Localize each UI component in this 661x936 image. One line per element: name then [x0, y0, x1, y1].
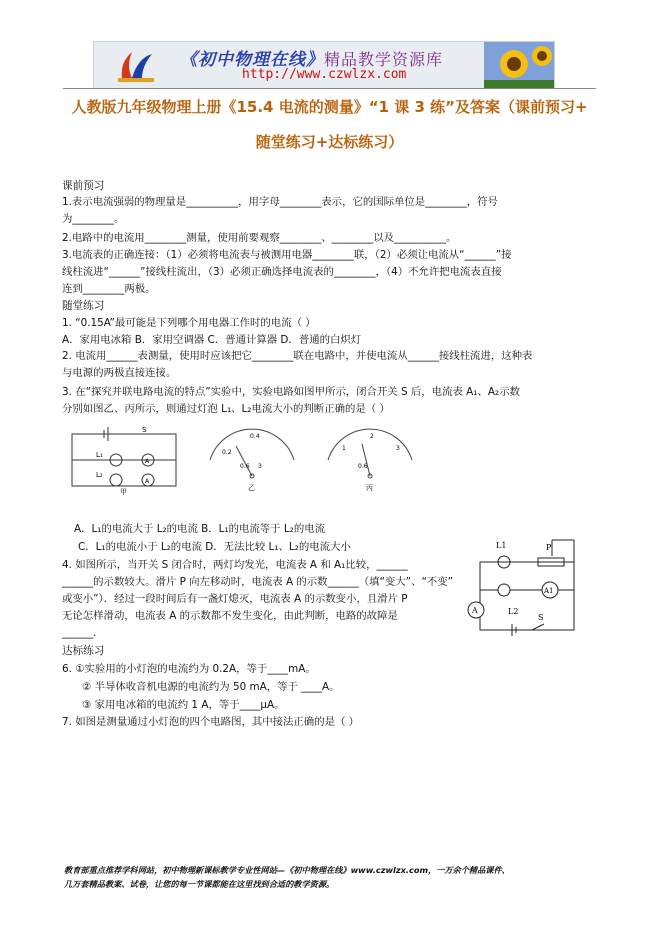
lamp-l2-label: L₂ [96, 471, 103, 479]
preview-line: 连到________两极。 [62, 283, 156, 295]
question-2-line2: 与电源的两极直接连接。 [62, 367, 177, 379]
figure-caption-bing: 丙 [366, 484, 373, 492]
dial-tick: 0.4 [250, 433, 260, 440]
dial-tick: 1 [342, 445, 346, 452]
q4-switch-label: S [538, 613, 544, 622]
q4-slider-label: P [546, 543, 552, 552]
dial-tick: 0.6 [358, 463, 368, 470]
q4-lamp-l2-label: L2 [508, 607, 519, 616]
dial-tick: 0.2 [222, 449, 232, 456]
ammeter-dial-bing [318, 420, 422, 492]
question-3-options-cd: C．L₁的电流小于 L₂的电流 D．无法比较 L₁、L₂的电流大小 [78, 541, 351, 553]
preview-line: 为________。 [62, 213, 125, 225]
question-1-options: A．家用电冰箱 B．家用空调器 C．普通计算器 D．普通的白炽灯 [62, 334, 362, 346]
section-heading-practice: 随堂练习 [62, 300, 105, 312]
question-3-options-ab: A．L₁的电流大于 L₂的电流 B．L₁的电流等于 L₂的电流 [74, 523, 325, 535]
standard-line: ③ 家用电冰箱的电流约 1 A，等于____μA。 [82, 699, 285, 711]
section-heading-standard: 达标练习 [62, 645, 105, 657]
circuit-diagram-q4 [460, 534, 584, 638]
figure-caption-yi: 乙 [248, 484, 255, 492]
banner-title: 《初中物理在线》精品教学资源库 [180, 50, 444, 70]
document-title-line1: 人教版九年级物理上册《15.4 电流的测量》“1 课 3 练”及答案（课前预习+ [71, 98, 588, 116]
question-4-line: 4. 如图所示，当开关 S 闭合时，两灯均发光，电流表 A 和 A₁比较，______ [62, 559, 408, 571]
q4-lamp-l1-label: L1 [496, 541, 507, 550]
question-1: 1. “0.15A”最可能是下列哪个用电器工作时的电流（ ） [62, 317, 316, 329]
standard-line: 7. 如图是测量通过小灯泡的四个电路图，其中接法正确的是（ ） [62, 716, 360, 728]
header-banner [93, 41, 555, 89]
question-3-line2: 分别如图乙、丙所示，则通过灯泡 L₁、L₂电流大小的判断正确的是（ ） [62, 403, 390, 415]
document-title-line2: 随堂练习+达标练习） [255, 133, 404, 151]
dial-tick: 3 [258, 463, 262, 470]
question-4-line: 或变小”）．经过一段时间后有一盏灯熄灭，电流表 A 的示数变小，且滑片 P [62, 593, 408, 605]
preview-line: 1.表示电流强弱的物理量是__________，用字母________表示，它的国际单位是________，符号 [62, 196, 498, 208]
footer-line2: 几万套精品教案、试卷，让您的每一节课都能在这里找到合适的教学资源。 [64, 879, 335, 889]
preview-line: 3.电流表的正确连接：（1）必须将电流表与被测用电器________联，（2）必须让电流从“______”接 [62, 249, 512, 261]
ammeter-label: A [145, 478, 150, 485]
standard-line: 6. ①实验用的小灯泡的电流约为 0.2A，等于____mA。 [62, 663, 316, 675]
q4-ammeter-a1-label: A1 [544, 587, 554, 595]
question-4-line: 无论怎样滑动，电流表 A 的示数都不发生变化，由此判断，电路的故障是 [62, 610, 398, 622]
question-2-line1: 2. 电流用______表测量，使用时应该把它________联在电路中，并使电流从______接线柱流进，这种表 [62, 350, 533, 362]
figure-caption-jia: 甲 [120, 488, 127, 496]
ammeter-dial-yi [200, 420, 304, 492]
question-3-line1: 3. 在“探究并联电路电流的特点”实验中，实验电路如图甲所示，闭合开关 S 后，电流表 A₁、A₂示数 [62, 386, 520, 398]
question-4-line: ______的示数较大。滑片 P 向左移动时，电流表 A 的示数______（填“变大”、“不变” [62, 576, 454, 588]
standard-line: ② 半导体收音机电源的电流约为 50 mA，等于 ____A。 [82, 681, 340, 693]
q4-ammeter-a-label: A [472, 606, 478, 615]
lamp-l1-label: L₁ [96, 451, 103, 459]
footer-line1: 教育部重点推荐学科网站，初中物理新课标教学专业性网站—《初中物理在线》www.czwlzx.com，一万余个精品课件、 [64, 865, 510, 875]
dial-tick: 3 [396, 445, 400, 452]
preview-line: 2.电路中的电流用________测量，使用前要观察________、________以及__________。 [62, 232, 457, 244]
sunflower-icon [484, 42, 554, 88]
switch-label: S [142, 426, 147, 434]
section-heading-preview: 课前预习 [62, 180, 105, 192]
ammeter-label: A [145, 458, 150, 465]
dial-tick: 2 [370, 433, 374, 440]
preview-line: 线柱流进“______”接线柱流出，（3）必须正确选择电流表的________，（4）不允许把电流表直接 [62, 266, 502, 278]
header-divider [63, 88, 596, 89]
circuit-diagram-jia [64, 424, 184, 496]
dial-tick: 0.6 [240, 463, 250, 470]
banner-url: http://www.czwlzx.com [242, 67, 407, 82]
site-logo-icon [116, 48, 156, 84]
question-4-line: ______. [62, 627, 97, 639]
